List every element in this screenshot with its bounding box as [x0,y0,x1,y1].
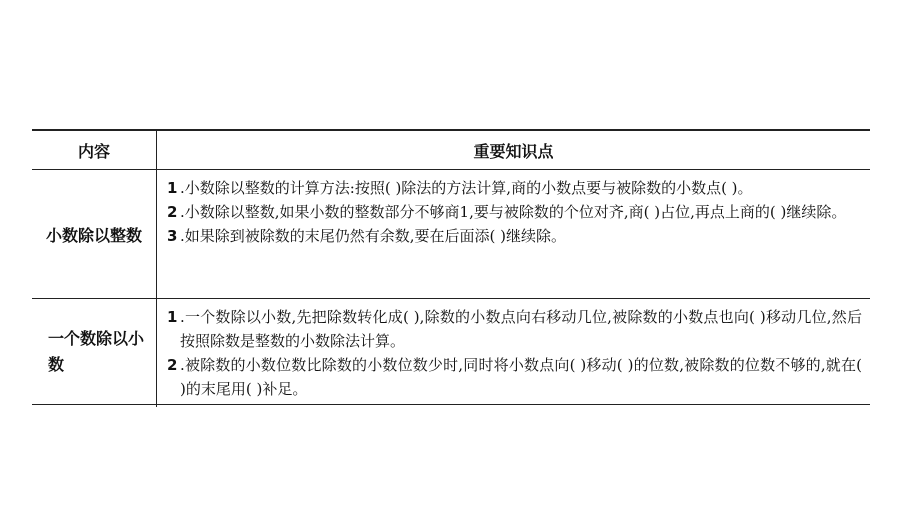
table-header-row [32,131,870,170]
continuation-cell [157,405,870,407]
table-row [32,299,870,405]
item-text: .小数除以整数,如果小数的整数部分不够商1,要与被除数的个位对齐,商( )占位,再点上商的( )继续除。 [180,203,847,221]
item-number: 3 [167,227,178,245]
header-key-points: 重要知识点 [473,141,554,161]
list-item [167,353,862,401]
table-row [32,170,870,299]
item-number: 2 [167,356,178,374]
knowledge-table [32,129,870,407]
list-item [167,176,862,200]
item-number: 1 [167,179,178,197]
row-points [157,299,870,404]
row-points [157,170,870,298]
item-number: 2 [167,203,178,221]
list-item [167,200,862,224]
continuation-cell [32,405,157,407]
item-text: .一个数除以小数,先把除数转化成( ),除数的小数点向右移动几位,被除数的小数点也向( )移动几位,然后按照除数是整数的小数除法计算。 [180,308,862,350]
item-text: .被除数的小数位数比除数的小数位数少时,同时将小数点向( )移动( )的位数,被除数的位数不够的,就在( )的末尾用( )补足。 [180,356,862,398]
header-content: 内容 [32,131,157,169]
list-item [167,224,862,248]
item-text: .小数除以整数的计算方法:按照( )除法的方法计算,商的小数点要与被除数的小数点( )。 [180,179,753,197]
row-topic: 小数除以整数 [32,170,157,298]
item-number: 1 [167,308,178,326]
item-text: .如果除到被除数的末尾仍然有余数,要在后面添( )继续除。 [180,227,567,245]
row-topic: 一个数除以小数 [32,299,157,404]
list-item [167,305,862,353]
table-continuation [32,405,870,407]
